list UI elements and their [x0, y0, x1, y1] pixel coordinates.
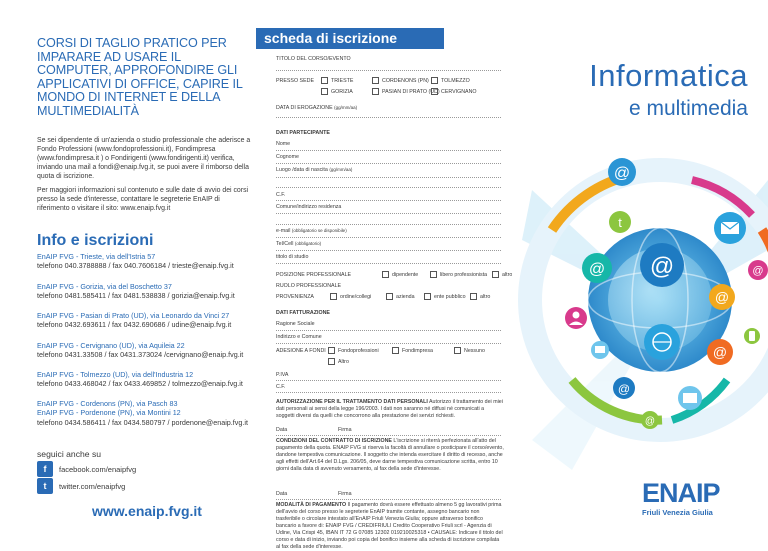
checkbox-icon	[321, 77, 328, 84]
svg-text:@: @	[588, 261, 606, 278]
sede-trieste-checkbox[interactable]	[321, 77, 353, 84]
office-tolmezzo	[37, 370, 257, 389]
ente-checkbox[interactable]	[424, 293, 466, 300]
fondimpresa-checkbox[interactable]	[392, 347, 433, 354]
at-blue-bubble-icon	[613, 377, 635, 399]
condizioni-text	[276, 438, 504, 473]
checkbox-label: altro	[502, 271, 513, 278]
phone-bubble-icon	[744, 328, 760, 344]
sede-label: PRESSO SEDE	[276, 78, 314, 84]
autorizzazione-text	[276, 399, 504, 420]
altro-prov-checkbox[interactable]	[470, 293, 490, 300]
svg-text:@: @	[613, 165, 631, 182]
ragione-field[interactable]	[276, 330, 501, 331]
cover-panel	[512, 0, 768, 548]
follow-label: seguici anche su	[37, 449, 102, 459]
label-note: (obbligatorio)	[294, 241, 322, 246]
azienda-checkbox[interactable]	[386, 293, 415, 300]
firma-label: Firma	[338, 427, 352, 433]
facebook-icon: f	[37, 461, 53, 477]
office-contacts: telefono 0431.33508 / fax 0431.373024 /cervignano@enaip.fvg.it	[37, 350, 244, 360]
section-title: MODALITÀ DI PAGAMENTO	[276, 502, 347, 508]
sede-cervignano-checkbox[interactable]	[431, 88, 477, 95]
at-large-bubble-icon	[640, 243, 684, 287]
office-contacts: telefono 0432.693611 / fax 0432.690686 / udine@enaip.fvg.it	[37, 320, 232, 330]
sede-tolmezzo-checkbox[interactable]	[431, 77, 470, 84]
facebook-label: facebook.com/enaipfvg	[59, 464, 137, 474]
nessuno-checkbox[interactable]	[454, 347, 485, 354]
form-panel	[256, 0, 512, 548]
section-title: AUTORIZZAZIONE PER IL TRATTAMENTO DATI PERSONALI	[276, 399, 428, 405]
svg-text:@: @	[752, 265, 764, 277]
section-body: Il pagamento dovrà essere effettuato almeno 5 gg lavorativi prima dell'avvio del corso presso le segreterie EnAIP tramite contante, assegno bancario non trasferibile o circolare intestato all'EnAIP Friuli Venezia Giulia; oppure attraverso bonifico bancario a favore di: ENAIP FVG / CREDIFRIULI Credito Cooperativo Friuli scrl - Agenzia di Udine, Via Crispi 45, IBAN IT 72 G 07085 12302 019210025318 • CAUSALE: Indicare il titolo del corso e data di inizio, inviando poi copia del bonifico insieme alla scheda di iscrizione compilata al fax della sede d'interesse.	[276, 502, 503, 550]
svg-text:@: @	[644, 416, 656, 427]
luogo-label	[276, 167, 352, 173]
section-body: L'iscrizione si riterrà perfezionata all'atto del pagamento della quota. ENAIP FVG si riserva la facoltà di annullare o posticipare il corso/evento, dandone tempestiva comunicazione. Il soggetto che intenda esercitare il diritto di recesso, anche agli effetti dell'Art.64 del D.Lgs. 206/05, deve darne tempestiva comunicazione scritta, entro 10 giorni dalla data di avvenuto versamento, al fax della sede d'interesse.	[276, 438, 504, 472]
svg-text:t: t	[618, 215, 622, 230]
checkbox-label: PASIAN DI PRATO (UD)	[382, 88, 440, 95]
logo-mark: ENAIP	[642, 478, 720, 508]
email-field[interactable]	[276, 237, 501, 238]
luogo-field-2[interactable]	[276, 187, 501, 188]
data-erogazione-field[interactable]	[276, 117, 501, 118]
envelope-bottom-bubble-icon	[678, 386, 702, 410]
info-title: Info e iscrizioni	[37, 232, 154, 249]
data-firma-field[interactable]	[276, 435, 501, 436]
sede-pasian-checkbox[interactable]	[372, 88, 440, 95]
ruolo-label: RUOLO PROFESSIONALE	[276, 283, 342, 289]
checkbox-label: ente pubblico	[434, 293, 466, 300]
form-banner: scheda di iscrizione	[256, 28, 444, 49]
checkbox-icon	[492, 271, 499, 278]
label-note: (obbligatorio se disponibile)	[291, 228, 347, 233]
checkbox-icon	[372, 88, 379, 95]
checkbox-label: altro	[480, 293, 491, 300]
ragione-label: Ragione Sociale	[276, 321, 315, 327]
svg-text:@: @	[617, 382, 631, 396]
pagamento-text	[276, 502, 504, 551]
piva-label: P.IVA	[276, 372, 289, 378]
course-title-label: TITOLO DEL CORSO/EVENTO	[276, 56, 351, 62]
office-name: EnAIP FVG - Gorizia, via del Boschetto 37	[37, 282, 172, 291]
office-pordenone	[37, 399, 257, 427]
checkbox-icon	[321, 88, 328, 95]
checkbox-label: GORIZIA	[331, 88, 353, 95]
posizione-label: POSIZIONE PROFESSIONALE	[276, 272, 352, 278]
cf2-label: C.F.	[276, 384, 286, 390]
office-contacts: telefono 040.3788888 / fax 040.7606184 / trieste@enaip.fvg.it	[37, 261, 234, 271]
cover-title: Informatica	[589, 58, 748, 93]
comune-field-2[interactable]	[276, 224, 501, 225]
label-text: DATA DI EROGAZIONE	[276, 105, 333, 111]
headline: CORSI DI TAGLIO PRATICO PER IMPARARE AD USARE IL COMPUTER, APPROFONDIRE GLI APPLICATIVI DI OFFICE, CAPIRE IL MONDO DI INTERNET E DELLA MULTIMEDIALITÀ	[37, 36, 243, 118]
globe-bubble-icon	[644, 324, 680, 360]
envelope-small-bubble-icon	[591, 341, 609, 359]
titolo-studio-label: titolo di studio	[276, 254, 309, 260]
info-paragraph: Per maggiori informazioni sul contenuto e sulle date di avvio dei corsi presso la sede d'interesse, contattare le segreterie EnAIP di riferimento o visitare il sito: www.enaip.fvg.it	[37, 187, 249, 212]
logo-subtitle: Friuli Venezia Giulia	[642, 508, 713, 517]
office-name: EnAIP FVG - Pordenone (PN), via Montini 12	[37, 408, 181, 418]
tel-field[interactable]	[276, 250, 501, 251]
checkbox-label: CERVIGNANO	[441, 88, 477, 95]
indirizzo-field[interactable]	[276, 343, 501, 344]
checkbox-icon	[470, 293, 477, 300]
twitter-bubble-icon	[609, 211, 631, 233]
svg-text:@: @	[714, 289, 730, 305]
cognome-field[interactable]	[276, 163, 501, 164]
office-name: EnAIP FVG - Cordenons (PN), via Pasch 83	[37, 399, 178, 408]
dati-partecipante-label: DATI PARTECIPANTE	[276, 130, 330, 136]
twitter-icon: t	[37, 478, 53, 494]
ordine-checkbox[interactable]	[330, 293, 371, 300]
checkbox-label: Fondimpresa	[402, 347, 433, 354]
checkbox-icon	[454, 347, 461, 354]
fondi-paragraph: Se sei dipendente di un'azienda o studio professionale che aderisce a Fondo Professioni (www.fondoprofessioni.it), Fondimpresa (www.fondimpresa.it ) o Fondirigenti (www.fondirigenti.it) verifica, inviando una mail a fondi@enaip.fvg.it, se puoi avere il rimborso della quota di iscrizione.	[37, 137, 251, 180]
tel-label	[276, 241, 321, 247]
comune-field[interactable]	[276, 213, 501, 214]
user-bubble-icon	[565, 307, 587, 329]
svg-text:@: @	[649, 253, 675, 280]
label-text: Tel/Cell	[276, 241, 294, 247]
office-name: EnAIP FVG - Cervignano (UD), via Aquileia 22	[37, 341, 185, 350]
office-contacts: telefono 0434.586411 / fax 0434.580797 / pordenone@enaip.fvg.it	[37, 417, 248, 427]
label-note: (gg/mm/aa)	[334, 105, 358, 110]
at-pink-bubble-icon	[748, 260, 768, 280]
website-url[interactable]: www.enaip.fvg.it	[92, 503, 202, 519]
dati-fatturazione-label: DATI FATTURAZIONE	[276, 310, 330, 316]
checkbox-label: TRIESTE	[331, 77, 354, 84]
twitter-link[interactable]	[37, 478, 125, 494]
svg-text:@: @	[712, 344, 728, 360]
altro-fondo-checkbox[interactable]	[328, 358, 349, 365]
at-green-bubble-icon	[641, 411, 659, 429]
comune-label: Comune/indirizzo residenza	[276, 204, 342, 210]
checkbox-icon	[424, 293, 431, 300]
office-name: EnAIP FVG - Pasian di Prato (UD), via Leonardo da Vinci 27	[37, 311, 230, 320]
titolo-studio-field[interactable]	[276, 263, 501, 264]
label-text: Luogo /data di nascita	[276, 167, 328, 173]
twitter-label: twitter.com/enaipfvg	[59, 481, 126, 491]
course-title-field[interactable]	[276, 70, 501, 71]
at-orange-bubble-icon	[709, 284, 735, 310]
section-body: Autorizzo il trattamento dei miei dati personali ai sensi della legge 196/2003. I dati non saranno né diffusi né comunicati a soggetti diversi da quelli che concorrono alla prestazione dei servizi richiesti.	[276, 399, 503, 419]
email-bubble-icon	[608, 158, 636, 186]
indirizzo-label: Indirizzo e Comune	[276, 334, 322, 340]
checkbox-icon	[386, 293, 393, 300]
data-firma2-field[interactable]	[276, 499, 501, 500]
enaip-logo	[642, 478, 722, 517]
dipendente-checkbox[interactable]	[382, 271, 418, 278]
checkbox-icon	[372, 77, 379, 84]
email-label	[276, 228, 347, 234]
nome-label: Nome	[276, 141, 291, 147]
fondoprofessioni-checkbox[interactable]	[328, 347, 379, 354]
data2-label: Data	[276, 491, 288, 497]
office-trieste	[37, 252, 257, 271]
checkbox-label: azienda	[396, 293, 415, 300]
office-contacts: telefono 0481.585411 / fax 0481.538838 / gorizia@enaip.fvg.it	[37, 291, 235, 301]
checkbox-icon	[382, 271, 389, 278]
office-contacts: telefono 0433.468042 / fax 0433.469852 / tolmezzo@enaip.fvg.it	[37, 379, 243, 389]
office-name: EnAIP FVG - Tolmezzo (UD), via dell'Industria 12	[37, 370, 194, 379]
checkbox-label: TOLMEZZO	[441, 77, 470, 84]
checkbox-icon	[328, 358, 335, 365]
checkbox-icon	[328, 347, 335, 354]
checkbox-icon	[330, 293, 337, 300]
checkbox-label: Nessuno	[464, 347, 485, 354]
office-cervignano	[37, 341, 257, 360]
label-text: e-mail	[276, 228, 291, 234]
cf-label: C.F.	[276, 192, 286, 198]
sede-cordenons-checkbox[interactable]	[372, 77, 429, 84]
checkbox-label: libero professionista	[440, 271, 488, 278]
checkbox-label: dipendente	[392, 271, 419, 278]
checkbox-icon	[430, 271, 437, 278]
office-name: EnAIP FVG - Trieste, via dell'Istria 57	[37, 252, 156, 261]
adesione-label: ADESIONE A FONDI	[276, 348, 326, 354]
cognome-label: Cognome	[276, 154, 299, 160]
office-gorizia	[37, 282, 257, 301]
at-red-bubble-icon	[707, 339, 733, 365]
cf-field[interactable]	[276, 200, 501, 201]
piva-field[interactable]	[276, 380, 501, 381]
checkbox-label: CORDENONS (PN)	[382, 77, 429, 84]
data-erogazione-label	[276, 105, 357, 111]
office-pasian	[37, 311, 257, 330]
checkbox-label: Altro	[338, 358, 349, 365]
checkbox-label: ordine/collegi	[340, 293, 372, 300]
checkbox-label: Fondoprofessioni	[338, 347, 379, 354]
altro-pos-checkbox[interactable]	[492, 271, 512, 278]
label-note: (gg/mm/aa)	[329, 167, 353, 172]
firma2-label: Firma	[338, 491, 352, 497]
at-bubble-icon	[582, 253, 612, 283]
checkbox-icon	[431, 88, 438, 95]
cf2-field[interactable]	[276, 392, 501, 393]
envelope-bubble-icon	[714, 212, 746, 244]
left-panel	[0, 0, 256, 548]
cover-subtitle: e multimedia	[628, 97, 748, 120]
data-label: Data	[276, 427, 288, 433]
nome-field[interactable]	[276, 150, 501, 151]
checkbox-icon	[392, 347, 399, 354]
section-title: CONDIZIONI DEL CONTRATTO DI ISCRIZIONE	[276, 438, 392, 444]
sede-gorizia-checkbox[interactable]	[321, 88, 353, 95]
facebook-link[interactable]	[37, 461, 136, 477]
luogo-field[interactable]	[276, 177, 501, 178]
checkbox-icon	[431, 77, 438, 84]
provenienza-label: PROVENIENZA	[276, 294, 314, 300]
libero-checkbox[interactable]	[430, 271, 487, 278]
